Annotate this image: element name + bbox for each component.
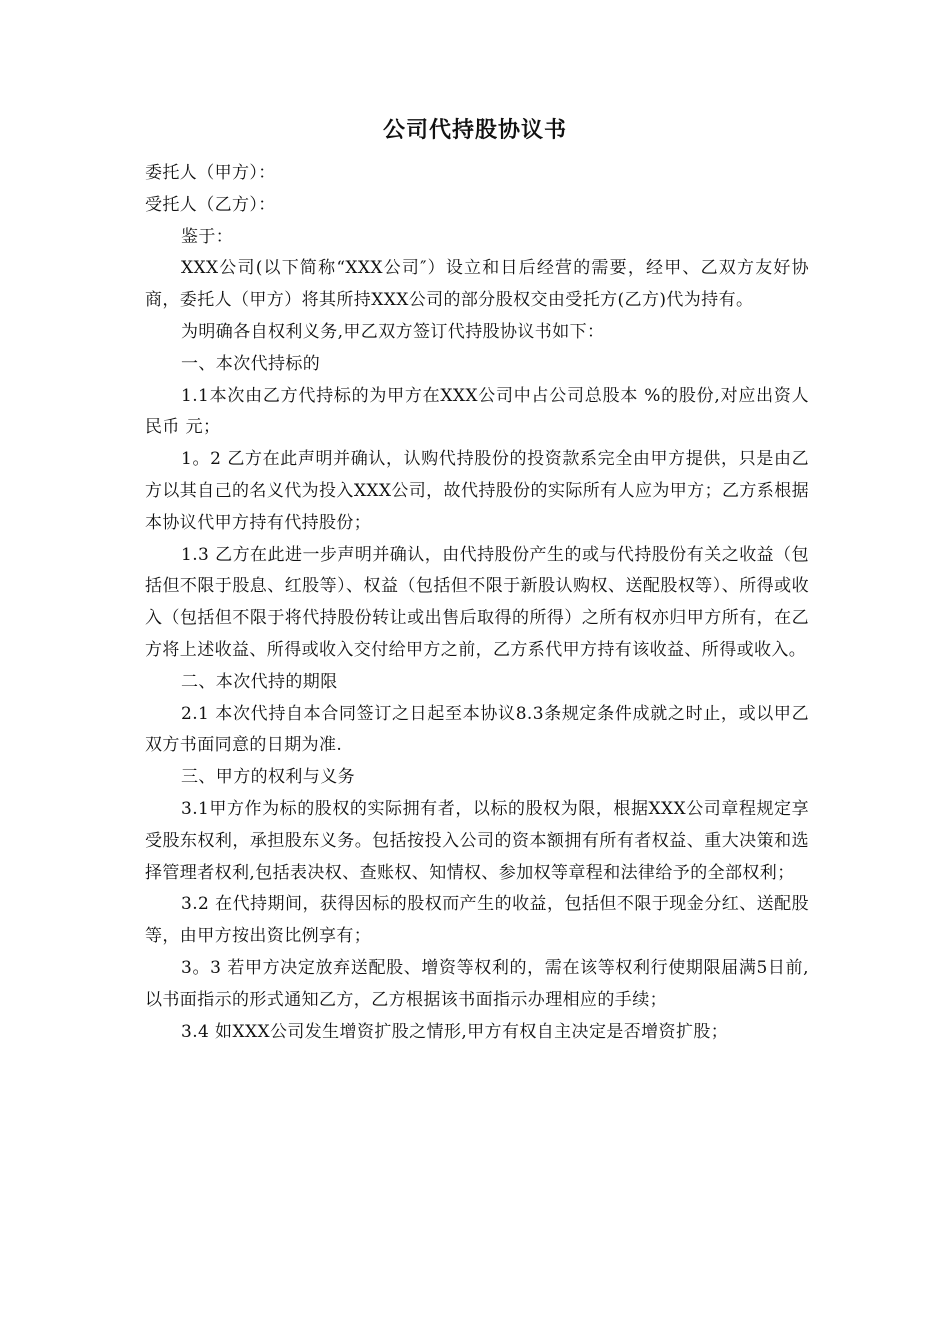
- paragraph: 2.1 本次代持自本合同签订之日起至本协议8.3条规定条件成就之时止，或以甲乙双方书面同意的日期为准.: [145, 703, 809, 756]
- paragraph: 三、甲方的权利与义务: [181, 767, 355, 788]
- paragraph: 3.4 如XXX公司发生增资扩股之情形,甲方有权自主决定是否增资扩股；: [181, 1021, 729, 1042]
- paragraph: XXX公司(以下简称“XXX公司″）设立和日后经营的需要，经甲、乙双方友好协商，委托人（甲方）将其所持XXX公司的部分股权交由受托方(乙方)代为持有。: [145, 258, 809, 311]
- paragraph: 1。2 乙方在此声明并确认，认购代持股份的投资款系完全由甲方提供，只是由乙方以其自己的名义代为投入XXX公司，故代持股份的实际所有人应为甲方；乙方系根据本协议代甲方持有代持股份；: [145, 449, 809, 533]
- document-body: [145, 158, 809, 1048]
- paragraph: 委托人（甲方）：: [145, 163, 276, 183]
- paragraph: 一、本次代持标的: [181, 353, 321, 374]
- paragraph: 1.3 乙方在此进一步声明并确认，由代持股份产生的或与代持股份有关之收益（包括但不限于股息、红股等）、权益（包括但不限于新股认购权、送配股权等）、所得或收入（包括但不限于将代持股份转让或出售后取得的所得）之所有权亦归甲方所有，在乙方将上述收益、所得或收入交付给甲方之前，乙方系代甲方持有该收益、所得或收入。: [145, 544, 809, 660]
- paragraph: 受托人（乙方）：: [145, 194, 276, 215]
- paragraph: 1.1本次由乙方代持标的为甲方在XXX公司中占公司总股本 %的股份,对应出资人民币 元；: [145, 385, 809, 438]
- paragraph: 二、本次代持的期限: [181, 671, 338, 692]
- paragraph: 3。3 若甲方决定放弃送配股、增资等权利的，需在该等权利行使期限届满5日前,以书面指示的形式通知乙方，乙方根据该书面指示办理相应的手续；: [145, 957, 809, 1010]
- paragraph: 为明确各自权利义务,甲乙双方签订代持股协议书如下：: [181, 321, 605, 342]
- document-title: 公司代持股协议书: [382, 118, 567, 143]
- paragraph: 3.1甲方作为标的股权的实际拥有者，以标的股权为限，根据XXX公司章程规定享受股东权利，承担股东义务。包括按投入公司的资本额拥有所有者权益、重大决策和选择管理者权利,包括表决权、查账权、知情权、参加权等章程和法律给予的全部权利；: [145, 798, 809, 883]
- paragraph: 鉴于：: [181, 226, 234, 247]
- paragraph: 3.2 在代持期间，获得因标的股权而产生的收益，包括但不限于现金分红、送配股等，由甲方按出资比例享有；: [145, 894, 809, 947]
